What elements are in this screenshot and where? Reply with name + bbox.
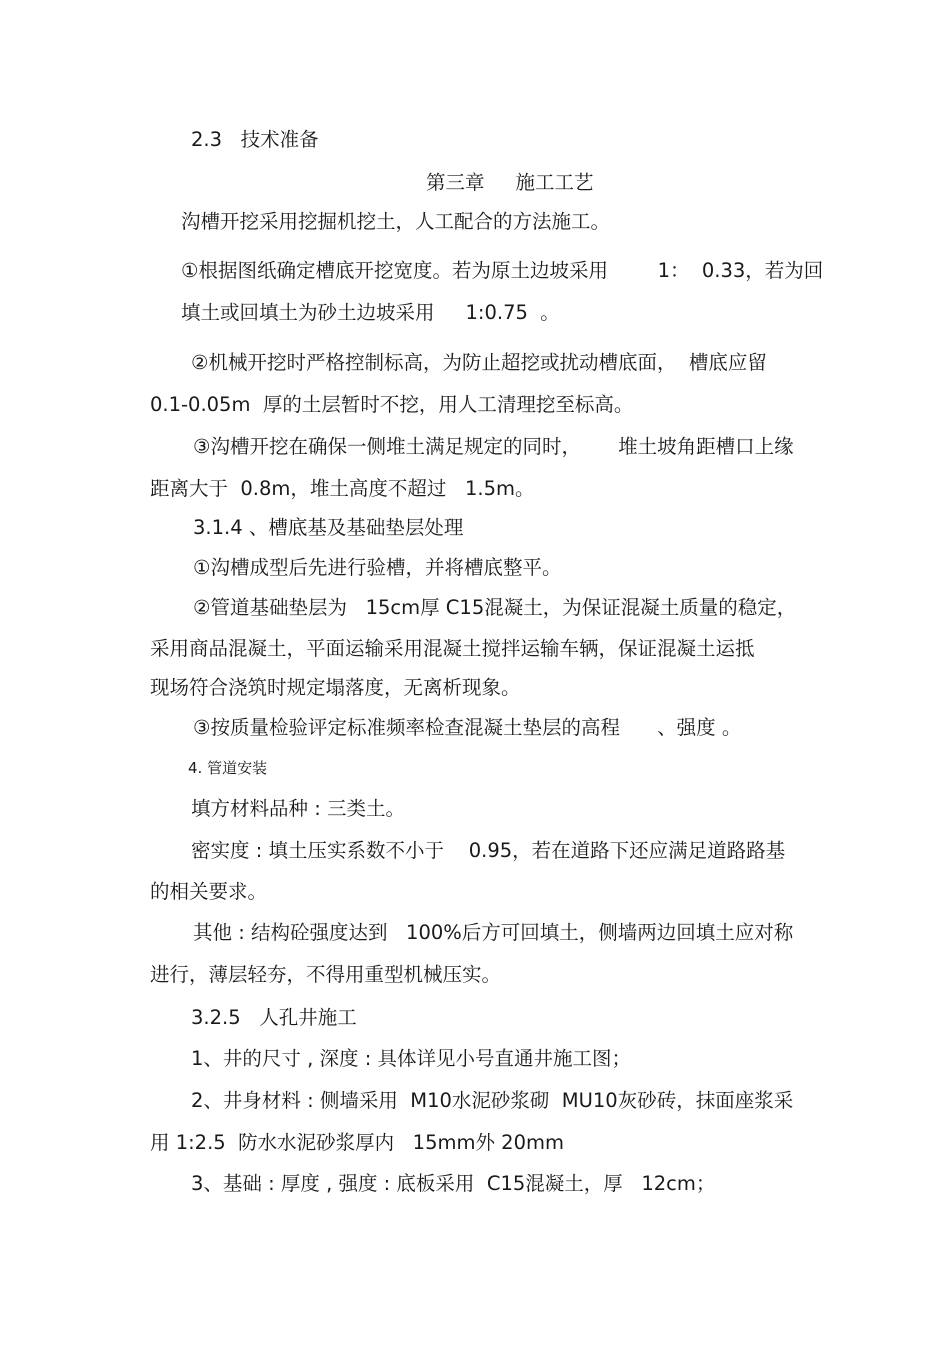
section-heading-4: 4. 管道安装 [188, 759, 268, 777]
paragraph-line: ①根据图纸确定槽底开挖宽度。若为原土边坡采用 1： 0.33，若为回 [181, 259, 824, 282]
paragraph-line: ③按质量检验评定标准频率检查混凝土垫层的高程 、强度 。 [193, 716, 742, 739]
paragraph-line: ②机械开挖时严格控制标高，为防止超挖或扰动槽底面， 槽底应留 [191, 351, 767, 374]
paragraph-line: 的相关要求。 [150, 880, 268, 903]
paragraph-line: 填方材料品种 : 三类土。 [191, 797, 405, 820]
paragraph-line: ①沟槽成型后先进行验槽，并将槽底整平。 [193, 556, 562, 579]
paragraph-line: 进行，薄层轻夯，不得用重型机械压实。 [150, 963, 502, 986]
paragraph-line: ②管道基础垫层为 15cm厚 C15混凝土，为保证混凝土质量的稳定， [193, 596, 797, 619]
paragraph-line: 现场符合浇筑时规定塌落度，无离析现象。 [150, 676, 521, 699]
paragraph-line: 其他 : 结构砼强度达到 100%后方可回填土，侧墙两边回填土应对称 [193, 921, 794, 944]
paragraph-line: 采用商品混凝土，平面运输采用混凝土搅拌运输车辆，保证混凝土运抵 [150, 637, 755, 660]
chapter-title: 第三章 施工工艺 [426, 171, 594, 194]
paragraph-line: 2、井身材料 : 侧墙采用 M10水泥砂浆砌 MU10灰砂砖，抹面座浆采 [191, 1089, 794, 1112]
subsection-heading-3-1-4: 3.1.4 、槽底基及基础垫层处理 [193, 516, 464, 539]
paragraph-line: 0.1-0.05m 厚的土层暂时不挖，用人工清理挖至标高。 [150, 393, 634, 416]
paragraph-line: 距离大于 0.8m，堆土高度不超过 1.5m。 [150, 477, 535, 500]
subsection-heading-3-2-5: 3.2.5 人孔井施工 [191, 1006, 357, 1029]
paragraph-line: 填土或回填土为砂土边坡采用 1:0.75 。 [181, 301, 560, 324]
section-heading-2-3: 2.3 技术准备 [191, 128, 319, 151]
paragraph-line: 用 1:2.5 防水水泥砂浆厚内 15mm外 20mm [150, 1131, 564, 1154]
paragraph-line: ③沟槽开挖在确保一侧堆土满足规定的同时， 堆土坡角距槽口上缘 [193, 435, 794, 458]
paragraph-line: 密实度 : 填土压实系数不小于 0.95，若在道路下还应满足道路路基 [191, 839, 786, 862]
paragraph-line: 1、井的尺寸 , 深度 : 具体详见小号直通井施工图； [191, 1047, 631, 1070]
paragraph-line: 3、基础 : 厚度 , 强度 : 底板采用 C15混凝土，厚 12cm； [191, 1172, 716, 1195]
paragraph-line: 沟槽开挖采用挖掘机挖土，人工配合的方法施工。 [181, 210, 611, 233]
